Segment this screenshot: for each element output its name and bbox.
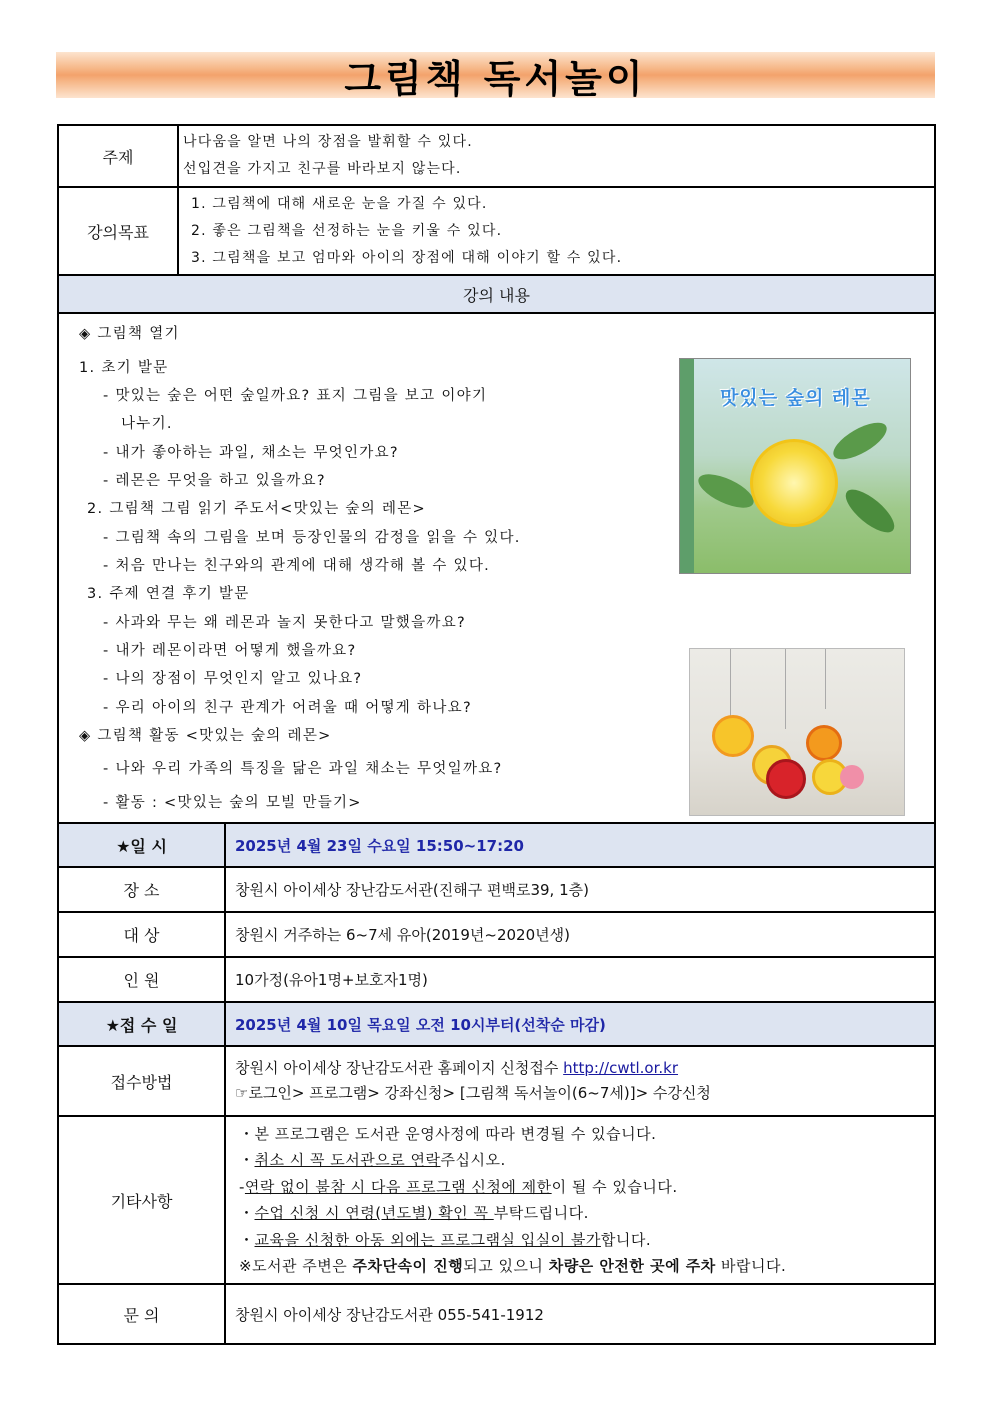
target-row (58, 912, 935, 957)
leaf-shape (694, 467, 759, 514)
mobile-craft-photo (689, 648, 905, 816)
date-value: 2025년 4월 23일 수요일 15:50~17:20 (225, 823, 935, 867)
content-line-11: - 사과와 무는 왜 레몬과 놀지 못한다고 말했을까요? (103, 615, 467, 631)
method-label: 접수방법 (58, 1046, 225, 1116)
place-value: 창원시 아이세상 장난감도서관(진해구 편백로39, 1층) (225, 867, 935, 912)
mobile-string (730, 649, 731, 719)
content-line-7: 2. 그림책 그림 읽기 주도서<맛있는 숲의 레몬> (87, 501, 427, 517)
target-value: 창원시 거주하는 6~7세 유아(2019년~2020년생) (225, 912, 935, 957)
method-steps: ☞로그인> 프로그램> 강좌신청> [그림책 독서놀이(6~7세)]> 수강신청 (235, 1084, 711, 1102)
method-row (58, 1046, 935, 1116)
goals-label: 강의목표 (58, 187, 178, 275)
date-row (58, 823, 935, 867)
people-value: 10가정(유아1명+보호자1명) (225, 957, 935, 1002)
lemon-mobile (712, 715, 754, 757)
fruit-mobile (840, 765, 864, 789)
place-row (58, 867, 935, 912)
content-line-6: - 레몬은 무엇을 하고 있을까요? (103, 473, 326, 489)
content-body (59, 314, 934, 822)
goal-line-1: 1. 그림책에 대해 새로운 눈을 가질 수 있다. (191, 195, 488, 212)
homepage-link[interactable]: http://cwtl.or.kr (563, 1059, 679, 1077)
inquiry-value: 창원시 아이세상 장난감도서관 055-541-1912 (225, 1284, 935, 1344)
leaf-shape (828, 416, 892, 467)
method-text: 창원시 아이세상 장난감도서관 홈페이지 신청접수 (235, 1059, 564, 1077)
target-label: 대 상 (58, 912, 225, 957)
goal-line-2: 2. 좋은 그림책을 선정하는 눈을 키울 수 있다. (191, 222, 503, 239)
etc-label: 기타사항 (58, 1116, 225, 1284)
content-line-14: - 우리 아이의 친구 관계가 어려울 때 어떻게 하나요? (103, 700, 472, 716)
content-line-8: - 그림책 속의 그림을 보며 등장인물의 감정을 읽을 수 있다. (103, 530, 521, 546)
etc-line-4: ・수업 신청 시 연령(년도별) 확인 꼭 부탁드립니다. (239, 1204, 589, 1222)
place-label: 장 소 (58, 867, 225, 912)
page-title: 그림책 독서놀이 (344, 56, 647, 101)
etc-line-1: ・본 프로그램은 도서관 운영사정에 따라 변경될 수 있습니다. (239, 1124, 657, 1143)
date-label: ★일 시 (58, 823, 225, 867)
etc-line-2: ・취소 시 꼭 도서관으로 연락주십시오. (239, 1151, 506, 1169)
content-line-16: - 나와 우리 가족의 특징을 닮은 과일 채소는 무엇일까요? (103, 761, 503, 777)
apple-mobile (766, 759, 806, 799)
etc-line-3: -연락 없이 불참 시 다음 프로그램 신청에 제한이 될 수 있습니다. (239, 1177, 678, 1196)
inquiry-label: 문 의 (58, 1284, 225, 1344)
etc-row (58, 1116, 935, 1284)
content-line-5: - 내가 좋아하는 과일, 채소는 무엇인가요? (103, 445, 399, 461)
title-banner (56, 52, 935, 101)
program-table (57, 124, 936, 1345)
etc-line-6: ※도서관 주변은 주차단속이 진행되고 있으니 차량은 안전한 곳에 주차 바랍니다. (239, 1257, 787, 1275)
orange-mobile (806, 725, 842, 761)
people-label: 인 원 (58, 957, 225, 1002)
lemon-character (750, 439, 838, 527)
content-line-15: ◈ 그림책 활동 <맛있는 숲의 레몬> (79, 728, 332, 744)
mobile-string (785, 649, 786, 729)
book-cover-image (679, 358, 911, 574)
content-header: 강의 내용 (58, 275, 935, 313)
inquiry-row (58, 1284, 935, 1344)
subject-line-1: 나다움을 알면 나의 장점을 발휘할 수 있다. (183, 134, 473, 150)
mobile-string (825, 649, 826, 709)
goals-row (58, 187, 935, 275)
leaf-shape (839, 483, 900, 540)
etc-line-5: ・교육을 신청한 아동 외에는 프로그램실 입실이 불가합니다. (239, 1230, 652, 1249)
reception-label: ★접 수 일 (58, 1002, 225, 1046)
people-row (58, 957, 935, 1002)
content-line-2: 1. 초기 발문 (79, 360, 169, 376)
subject-line-2: 선입견을 가지고 친구를 바라보지 않는다. (183, 161, 462, 177)
book-spine (680, 359, 694, 573)
content-line-1: ◈ 그림책 열기 (79, 326, 180, 342)
content-line-4: 나누기. (121, 416, 173, 432)
content-line-13: - 나의 장점이 무엇인지 알고 있나요? (103, 671, 363, 687)
content-line-9: - 처음 만나는 친구와의 관계에 대해 생각해 볼 수 있다. (103, 558, 491, 574)
book-cover-title: 맛있는 숲의 레몬 (720, 387, 871, 409)
content-line-12: - 내가 레몬이라면 어떻게 했을까요? (103, 643, 357, 659)
content-line-10: 3. 주제 연결 후기 발문 (87, 586, 250, 602)
content-line-3: - 맛있는 숲은 어떤 숲일까요? 표지 그림을 보고 이야기 (103, 388, 488, 404)
subject-label: 주제 (58, 125, 178, 187)
goal-line-3: 3. 그림책을 보고 엄마와 아이의 장점에 대해 이야기 할 수 있다. (191, 249, 623, 266)
content-line-17: - 활동 : <맛있는 숲의 모빌 만들기> (103, 795, 362, 811)
reception-row (58, 1002, 935, 1046)
reception-value: 2025년 4월 10일 목요일 오전 10시부터(선착순 마감) (225, 1002, 935, 1046)
subject-row (58, 125, 935, 187)
content-header-row (58, 275, 935, 313)
content-row (58, 313, 935, 823)
